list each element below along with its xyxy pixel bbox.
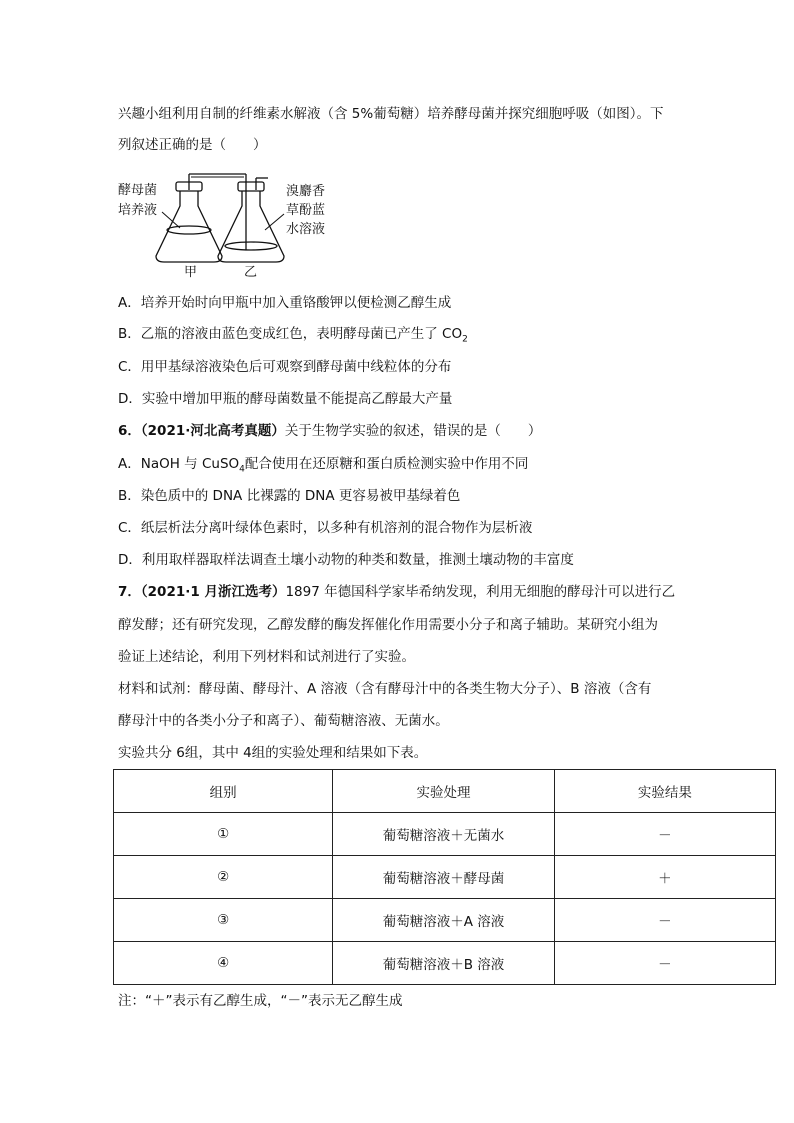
q6-option-a-post: 配合使用在还原糖和蛋白质检测实验中作用不同 (244, 456, 529, 472)
q5-stem-line-2: 列叙述正确的是（ ） (118, 137, 267, 153)
q6-option-d: D．利用取样器取样法调查土壤小动物的种类和数量，推测土壤动物的丰富度 (118, 552, 574, 568)
q5-option-b-subscript: 2 (462, 334, 468, 345)
q6-option-a-subscript: 4 (239, 464, 245, 475)
q5-option-b (118, 324, 468, 350)
table-row (114, 856, 776, 899)
table-cell-group: ② (114, 856, 333, 899)
figure-label-jia: 甲 (184, 265, 198, 280)
q6-stem (118, 421, 541, 441)
figure-label-bromothymol-3: 水溶液 (286, 222, 326, 237)
q7-table-note: 注：“＋”表示有乙醇生成，“－”表示无乙醇生成 (118, 993, 403, 1009)
table-cell-group: ④ (114, 942, 333, 985)
table-cell-result: － (554, 813, 775, 856)
q7-table-intro: 实验共分 6组，其中 4组的实验处理和结果如下表。 (118, 745, 428, 761)
table-cell-result: － (554, 942, 775, 985)
q5-option-a: A．培养开始时向甲瓶中加入重铬酸钾以便检测乙醇生成 (118, 295, 452, 311)
q6-option-c: C．纸层析法分离叶绿体色素时，以多种有机溶剂的混合物作为层析液 (118, 520, 533, 536)
flask-jia-icon (156, 174, 222, 262)
q7-materials-line-2: 酵母汁中的各类小分子和离子）、葡萄糖溶液、无菌水。 (118, 713, 449, 729)
figure-label-yi: 乙 (244, 265, 258, 280)
table-row (114, 942, 776, 985)
q7-stem-line-1 (118, 582, 675, 602)
q5-option-b-text: B．乙瓶的溶液由蓝色变成红色，表明酵母菌已产生了 CO (118, 326, 463, 342)
table-cell-result: ＋ (554, 856, 775, 899)
table-header-group: 组别 (114, 770, 333, 813)
table-cell-treatment: 葡萄糖溶液＋A 溶液 (333, 899, 554, 942)
q6-number: 6． (118, 423, 141, 439)
q6-option-b: B．染色质中的 DNA 比裸露的 DNA 更容易被甲基绿着色 (118, 488, 461, 504)
figure-label-culture: 培养液 (118, 203, 158, 218)
q7-source: （2021·1 月浙江选考） (140, 584, 286, 600)
experiment-results-table (113, 769, 776, 985)
table-cell-treatment: 葡萄糖溶液＋无菌水 (333, 813, 554, 856)
table-cell-treatment: 葡萄糖溶液＋B 溶液 (333, 942, 554, 985)
q5-stem-line-1: 兴趣小组利用自制的纤维素水解液（含 5%葡萄糖）培养酵母菌并探究细胞呼吸（如图）。下 (118, 106, 664, 122)
fermentation-apparatus-figure (118, 170, 348, 280)
table-row (114, 813, 776, 856)
table-header-result: 实验结果 (554, 770, 775, 813)
flask-yi-icon (218, 174, 284, 262)
q5-option-d: D．实验中增加甲瓶的酵母菌数量不能提高乙醇最大产量 (118, 391, 453, 407)
q7-materials-line-1: 材料和试剂：酵母菌、酵母汁、A 溶液（含有酵母汁中的各类生物大分子）、B 溶液（含有 (118, 681, 652, 697)
q7-stem-line-3: 验证上述结论，利用下列材料和试剂进行了实验。 (118, 649, 415, 665)
figure-label-yeast: 酵母菌 (118, 183, 158, 198)
q6-option-a (118, 454, 528, 480)
q7-stem-line-2: 醇发酵；还有研究发现，乙醇发酵的酶发挥催化作用需要小分子和离子辅助。某研究小组为 (118, 617, 658, 633)
q7-stem-text-1: 1897 年德国科学家毕希纳发现，利用无细胞的酵母汁可以进行乙 (285, 584, 676, 600)
table-cell-group: ③ (114, 899, 333, 942)
q6-option-a-pre: A．NaOH 与 CuSO (118, 456, 240, 472)
figure-label-bromothymol-2: 草酚蓝 (286, 203, 326, 218)
table-cell-group: ① (114, 813, 333, 856)
table-row (114, 899, 776, 942)
figure-label-bromothymol-1: 溴麝香 (286, 184, 326, 199)
table-header-row (114, 770, 776, 813)
q7-number: 7． (118, 584, 141, 600)
table-cell-treatment: 葡萄糖溶液＋酵母菌 (333, 856, 554, 899)
q5-option-c: C．用甲基绿溶液染色后可观察到酵母菌中线粒体的分布 (118, 359, 452, 375)
q6-stem-text: 关于生物学实验的叙述，错误的是（ ） (284, 423, 542, 439)
table-cell-result: － (554, 899, 775, 942)
table-header-treatment: 实验处理 (333, 770, 554, 813)
q6-source: （2021·河北高考真题） (140, 423, 285, 439)
